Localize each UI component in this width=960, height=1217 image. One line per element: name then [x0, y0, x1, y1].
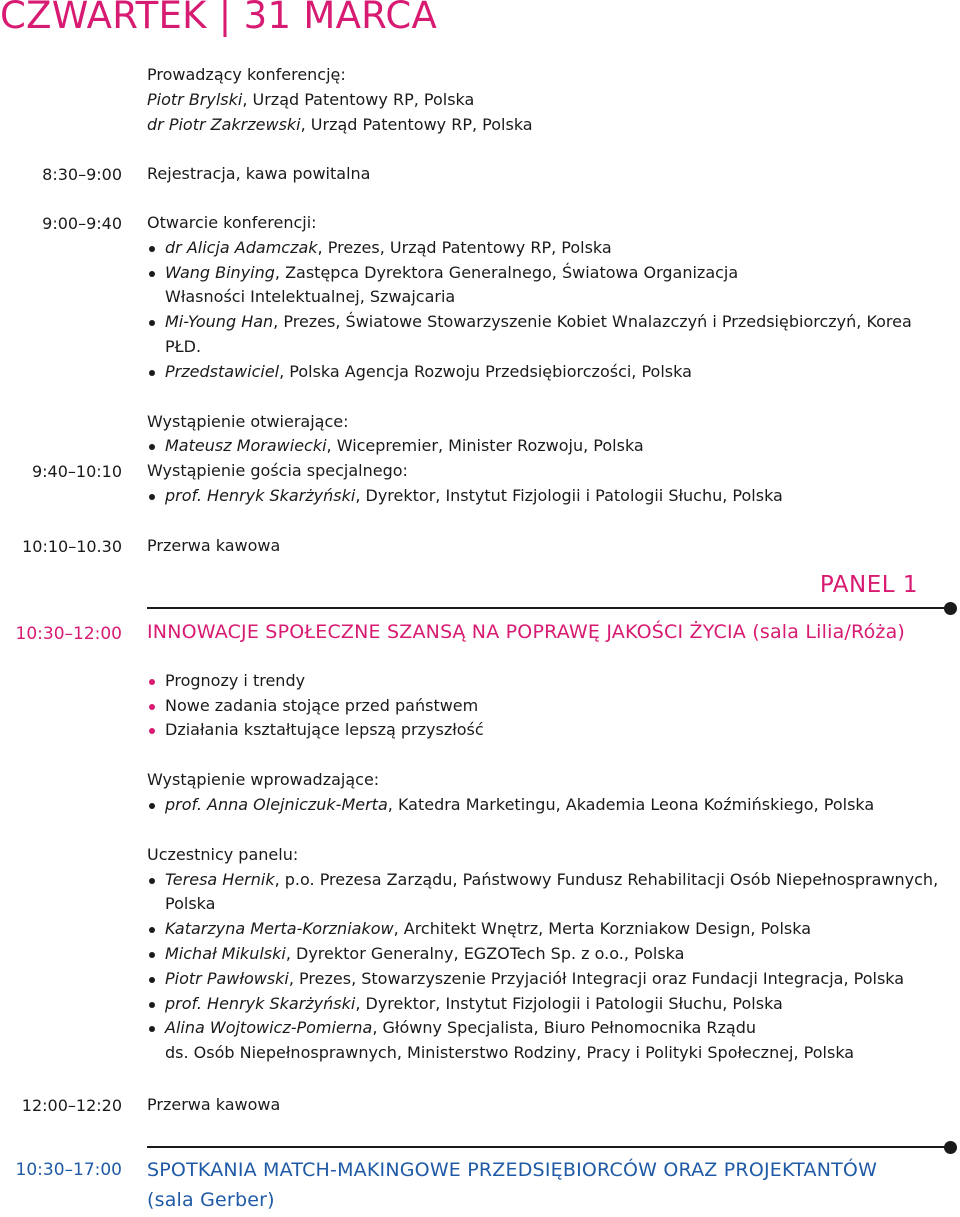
person-role: , Dyrektor, Instytut Fizjologii i Patologii Słuchu, Polska	[355, 485, 783, 505]
list-item	[147, 360, 947, 385]
person-name: Teresa Hernik	[165, 869, 275, 889]
session-break	[147, 534, 947, 559]
list-item: Nowe zadania stojące przed państwem	[147, 694, 947, 719]
session-heading: Wystąpienie gościa specjalnego:	[147, 461, 408, 480]
panelist-continuation: ds. Osób Niepełnosprawnych, Ministerstwo Rodziny, Pracy i Polityki Społecznej, Polska	[165, 1043, 855, 1063]
session-panel	[147, 620, 947, 1066]
divider-dot	[944, 1141, 957, 1154]
sub-heading: Uczestnicy panelu:	[147, 844, 299, 864]
person-name: Piotr Pawłowski	[165, 968, 289, 988]
time-slot: 8:30–9:00	[42, 165, 122, 184]
chairs-block	[147, 63, 947, 137]
time-slot: 9:40–10:10	[31, 462, 122, 481]
time-slot: 12:00–12:20	[21, 1096, 122, 1115]
panelist-list	[147, 868, 947, 1042]
topic-list	[147, 669, 947, 743]
speaker-list	[147, 484, 947, 509]
speaker-list	[147, 434, 947, 459]
person-name: Przedstawiciel	[165, 361, 280, 381]
divider	[147, 1146, 947, 1148]
time-slot: 9:00–9:40	[42, 214, 122, 233]
time-slot: 10:30–12:00	[15, 624, 122, 644]
person-role: , Prezes, Urząd Patentowy RP, Polska	[317, 237, 612, 257]
list-item	[147, 868, 947, 918]
speaker-list	[147, 793, 947, 818]
list-item	[147, 236, 947, 261]
person-role: , Główny Specjalista, Biuro Pełnomocnika Rządu	[372, 1018, 757, 1038]
person-role: , Dyrektor Generalny, EGZOTech Sp. z o.o., Polska	[285, 943, 685, 963]
list-item	[147, 942, 947, 967]
person-name: Mi-Young Han	[165, 312, 274, 332]
divider	[147, 607, 947, 609]
session-guest	[147, 459, 947, 509]
session-heading: Przerwa kawowa	[147, 536, 281, 555]
list-item: Działania kształtujące lepszą przyszłość	[147, 718, 947, 743]
panel-heading: INNOWACJE SPOŁECZNE SZANSĄ NA POPRAWĘ JAKOŚCI ŻYCIA (sala Lilia/Róża)	[147, 621, 906, 643]
person-name: prof. Henryk Skarżyński	[165, 993, 356, 1013]
person-name: Mateusz Morawiecki	[165, 436, 327, 456]
session-heading: Rejestracja, kawa powitalna	[147, 164, 371, 183]
person-role: , Zastępca Dyrektora Generalnego, Światowa Organizacja Własności Intelektualnej, Szwajcaria	[165, 262, 739, 307]
session-heading: Otwarcie konferencji:	[147, 213, 317, 232]
session-break	[147, 1093, 947, 1118]
speaker-list	[147, 236, 947, 385]
person-role: , Prezes, Światowe Stowarzyszenie Kobiet Wnalazczyń i Przedsiębiorczyń, Korea PŁD.	[165, 312, 912, 356]
list-item	[147, 261, 805, 311]
person-role: , Urząd Patentowy RP, Polska	[300, 114, 533, 134]
chairs-heading: Prowadzący konferencję:	[147, 65, 346, 84]
page-title: CZWARTEK | 31 MARCA	[0, 0, 438, 37]
session-matchmaking	[147, 1155, 947, 1215]
person-name: Michał Mikulski	[165, 943, 286, 963]
list-item	[147, 434, 947, 459]
matchmaking-room: (sala Gerber)	[147, 1189, 275, 1211]
list-item	[147, 967, 947, 992]
session-registration	[147, 162, 947, 187]
list-item: Prognozy i trendy	[147, 669, 947, 694]
person-name: Wang Binying	[165, 262, 275, 282]
person-role: , Prezes, Stowarzyszenie Przyjaciół Integracji oraz Fundacji Integracja, Polska	[288, 968, 905, 988]
person-name: Alina Wojtowicz-Pomierna	[165, 1018, 373, 1038]
sub-heading: Wystąpienie otwierające:	[147, 411, 349, 431]
person-role: , Dyrektor, Instytut Fizjologii i Patologii Słuchu, Polska	[355, 993, 783, 1013]
list-item	[147, 793, 947, 818]
person-role: , Wicepremier, Minister Rozwoju, Polska	[326, 436, 644, 456]
divider-dot	[944, 602, 957, 615]
list-item	[147, 310, 947, 360]
time-slot: 10:30–17:00	[15, 1160, 122, 1180]
matchmaking-heading: SPOTKANIA MATCH-MAKINGOWE PRZEDSIĘBIORCÓW ORAZ PROJEKTANTÓW	[147, 1159, 878, 1181]
list-item	[147, 917, 947, 942]
person-name: prof. Anna Olejniczuk-Merta	[165, 794, 388, 814]
time-slot: 10:10–10.30	[22, 537, 122, 556]
person-name: prof. Henryk Skarżyński	[165, 485, 356, 505]
person-role: , Polska Agencja Rozwoju Przedsiębiorczości, Polska	[279, 361, 692, 381]
session-heading: Przerwa kawowa	[147, 1095, 281, 1114]
list-item	[147, 992, 947, 1017]
person-name: dr Alicja Adamczak	[165, 237, 318, 257]
person-role: , p.o. Prezesa Zarządu, Państwowy Fundusz Rehabilitacji Osób Niepełnosprawnych, Polska	[165, 869, 939, 914]
chair-person	[147, 88, 947, 113]
person-name: Katarzyna Merta-Korzniakow	[165, 919, 394, 939]
person-name: Piotr Brylski	[147, 89, 243, 109]
sub-heading: Wystąpienie wprowadzające:	[147, 770, 380, 790]
person-name: dr Piotr Zakrzewski	[147, 114, 301, 134]
panel-label: PANEL 1	[819, 572, 918, 598]
list-item	[147, 1016, 947, 1041]
person-role: , Katedra Marketingu, Akademia Leona Koźmińskiego, Polska	[387, 794, 875, 814]
person-role: , Architekt Wnętrz, Merta Korzniakow Design, Polska	[393, 919, 812, 939]
list-item	[147, 484, 947, 509]
person-role: , Urząd Patentowy RP, Polska	[242, 89, 475, 109]
session-opening	[147, 211, 947, 459]
chair-person	[147, 113, 947, 138]
